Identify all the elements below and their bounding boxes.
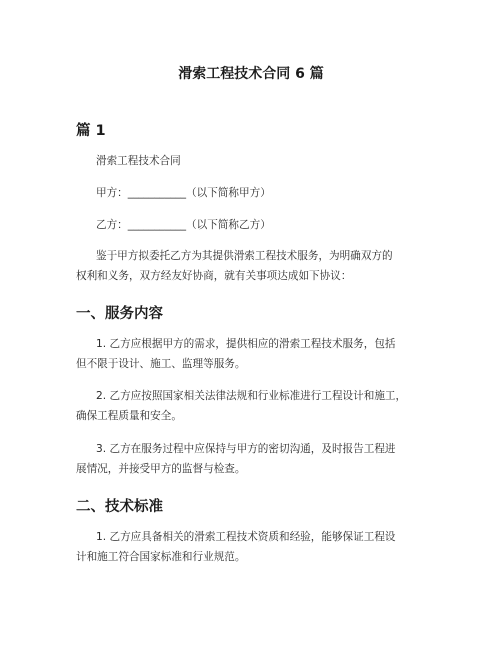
section-1-item-2	[76, 386, 430, 426]
section-1-item-2-line-2: 确保工程质量和安全。	[76, 410, 182, 422]
preamble-line-2: 权利和义务，双方经友好协商，就有关事项达成如下协议：	[76, 270, 352, 282]
section-1-item-2-line-1: 2. 乙方应按照国家相关法律法规和行业标准进行工程设计和施工，	[96, 390, 407, 402]
part-heading: 篇 1	[76, 123, 106, 139]
section-2-item-1-line-2: 计和施工符合国家标准和行业规范。	[76, 551, 246, 563]
section-1-item-1	[76, 334, 430, 374]
document-title: 滑索工程技术合同 6 篇	[178, 66, 324, 82]
section-2-item-1-line-1: 1. 乙方应具备相关的滑索工程技术资质和经验，能够保证工程设	[96, 531, 396, 543]
preamble-paragraph	[76, 246, 430, 286]
section-1-item-3-line-1: 3. 乙方在服务过程中应保持与甲方的密切沟通，及时报告工程进	[96, 443, 396, 455]
section-1-item-1-line-2: 但不限于设计、施工、监理等服务。	[76, 358, 246, 370]
party-b-line	[76, 215, 430, 235]
section-1-item-3	[76, 439, 430, 479]
party-a-text: 甲方：___________（以下简称甲方）	[96, 187, 271, 199]
party-a-line	[76, 183, 430, 203]
section-2-item-1	[76, 527, 430, 567]
party-b-text: 乙方：___________（以下简称乙方）	[96, 219, 271, 231]
section-1-item-3-line-2: 展情况，并接受甲方的监督与检查。	[76, 463, 246, 475]
preamble-line-1: 鉴于甲方拟委托乙方为其提供滑索工程技术服务，为明确双方的	[96, 250, 393, 262]
section-1-item-1-line-1: 1. 乙方应根据甲方的需求，提供相应的滑索工程技术服务，包括	[96, 338, 396, 350]
section-2-heading: 二、技术标准	[76, 499, 163, 515]
contract-name	[76, 151, 430, 171]
contract-name-text: 滑索工程技术合同	[96, 155, 181, 167]
section-1-heading: 一、服务内容	[76, 306, 163, 322]
